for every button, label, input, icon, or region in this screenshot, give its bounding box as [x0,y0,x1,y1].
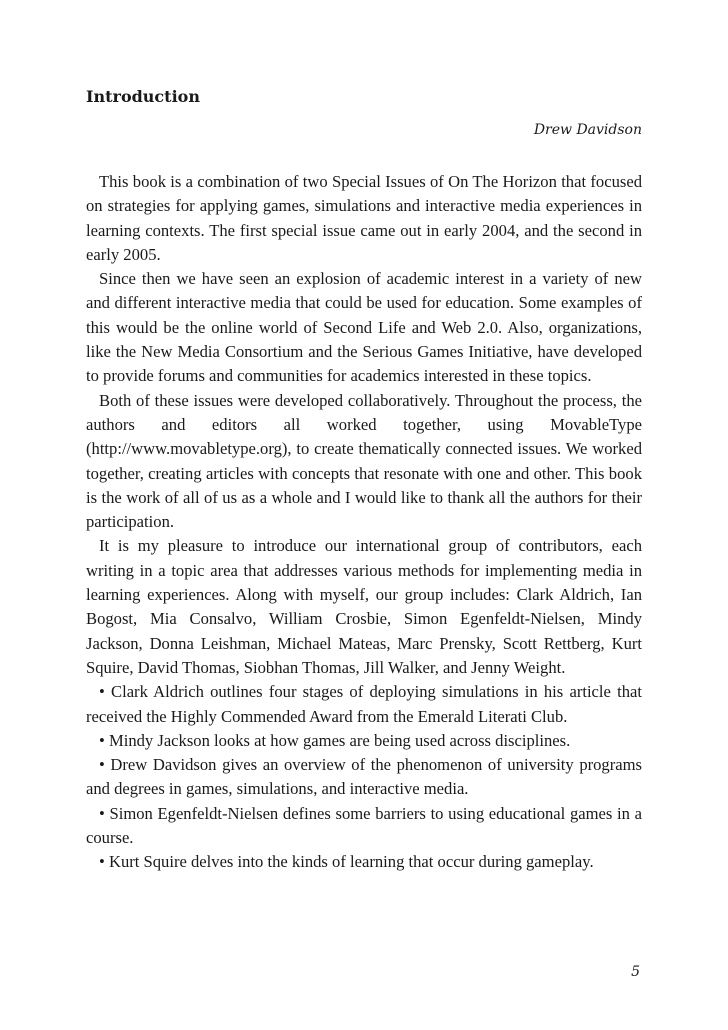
page-content [86,86,642,875]
body-text [86,170,642,875]
paragraph: It is my pleasure to introduce our international group of contributors, each writing in a topic area that addresses various methods for implementing media in learning experiences. Along with myself, our group includes: Clark Aldrich, Ian Bogost, Mia Consalvo, William Crosbie, Simon Egenfeldt-Nielsen, Mindy Jackson, Donna Leishman, Michael Mateas, Marc Prensky, Scott Rettberg, Kurt Squire, David Thomas, Siobhan Thomas, Jill Walker, and Jenny Weight. [86,536,642,677]
paragraph: This book is a combination of two Special Issues of On The Horizon that focused on strategies for applying games, simulations and interactive media experiences in learning contexts. The first special issue came out in early 2004, and the second in early 2005. [86,172,642,264]
author-name: Drew Davidson [533,122,642,138]
bullet-item: • Mindy Jackson looks at how games are being used across disciplines. [99,730,571,750]
bullet-item: • Clark Aldrich outlines four stages of deploying simulations in his article that received the Highly Commended Award from the Emerald Literati Club. [86,682,642,726]
paragraph: Since then we have seen an explosion of academic interest in a variety of new and different interactive media that could be used for education. Some examples of this would be the online world of Second Life and Web 2.0. Also, organizations, like the New Media Consortium and the Serious Games Initiative, have developed to provide forums and communities for academics interested in these topics. [86,269,642,386]
page-title: Introduction [86,87,200,106]
bullet-item: • Drew Davidson gives an overview of the phenomenon of university programs and degrees in games, simulations, and interactive media. [86,755,642,799]
bullet-item: • Kurt Squire delves into the kinds of learning that occur during gameplay. [99,852,594,872]
page-number: 5 [631,964,640,980]
bullet-item: • Simon Egenfeldt-Nielsen defines some barriers to using educational games in a course. [86,803,642,848]
paragraph: Both of these issues were developed collaboratively. Throughout the process, the authors and editors all worked together, using MovableType (http://www.movabletype.org), to create thematically connected issues. We worked together, creating articles with concepts that resonate with one and other. This book is the work of all of us as a whole and I would like to thank all the authors for their participation. [86,390,642,532]
